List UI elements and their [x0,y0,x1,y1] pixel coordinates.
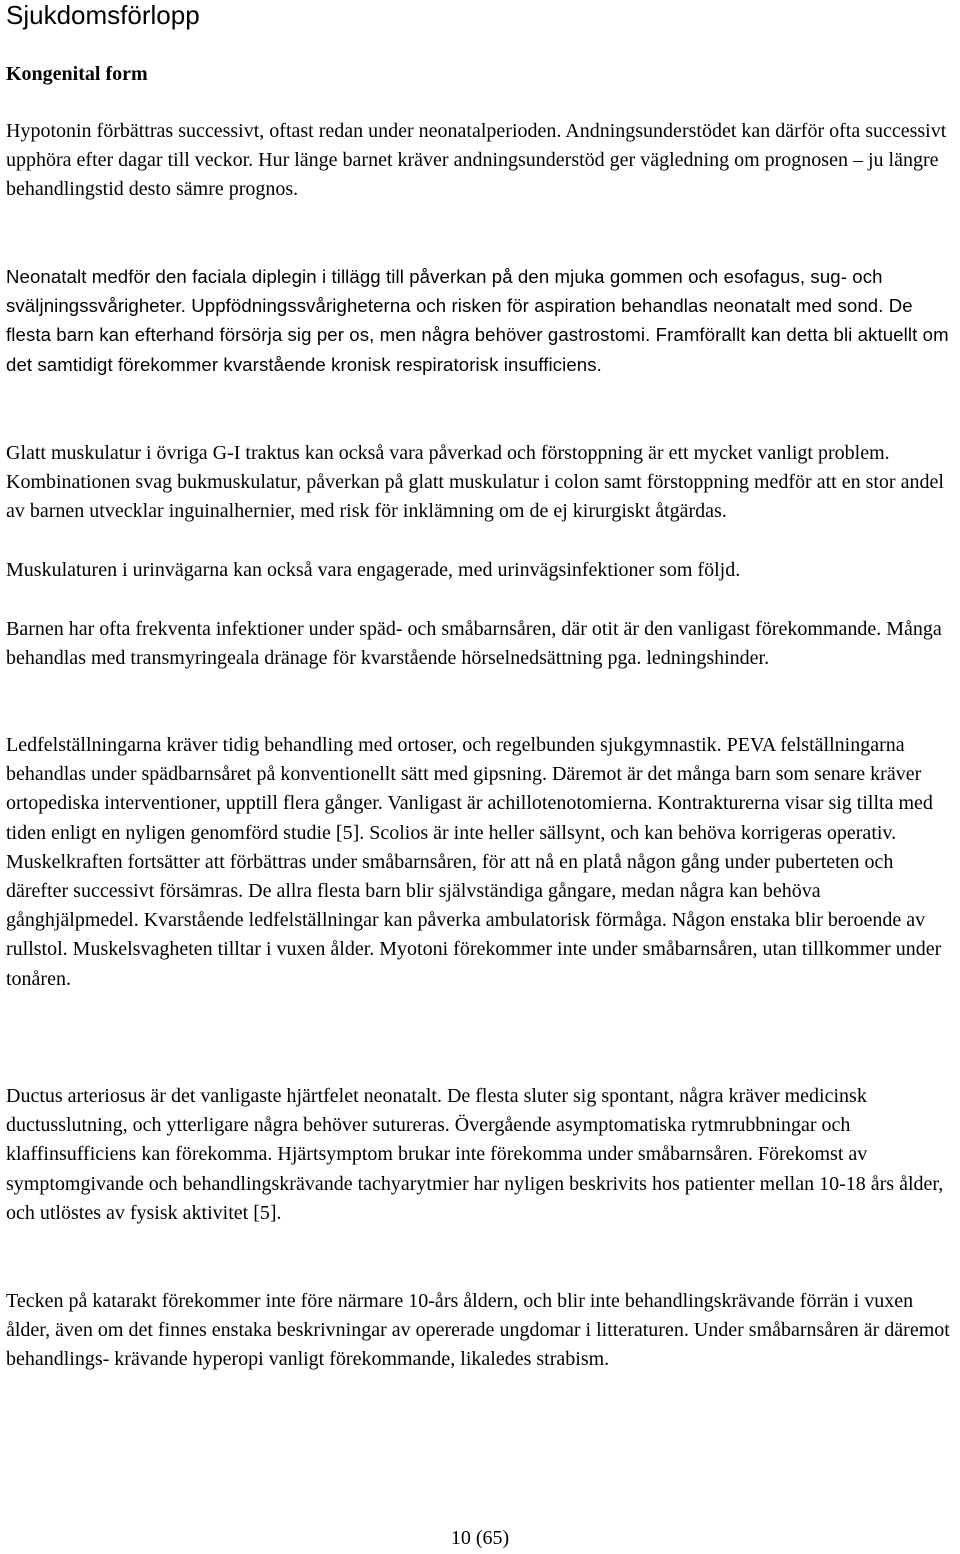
paragraph-cardiac: Ductus arteriosus är det vanligaste hjärtfelet neonatalt. De flesta sluter sig spontant, några kräver medicinsk ductusslutning, och ytterligare några behöver sutureras. Övergående asymptomatiska rytmrubbningar och klaffinsufficiens kan förekomma. Hjärtsymptom brukar inte förekomma under småbarnsåren. Förekomst av symptomgivande och behandlingskrävande tachyarytmier har nyligen beskrivits hos patienter mellan 10-18 års ålder, och utlöstes av fysisk aktivitet [5]. [6,1085,944,1224]
paragraph-infections: Barnen har ofta frekventa infektioner under späd- och småbarnsåren, där otit är den vanligast förekommande. Många behandlas med transmyringeala dränage för kvarstående hörselnedsättning pga. ledningshinder. [6,618,942,670]
paragraph-feeding: Neonatalt medför den faciala diplegin i tillägg till påverkan på den mjuka gommen och esofagus, sug- och sväljningssvårigheter. Uppfödningssvårigheterna och risken för aspiration behandlas neonatalt med sond. De flesta barn kan efterhand försörja sig per os, men några behöver gastrostomi. Framförallt kan detta bli aktuellt om det samtidigt förekommer kvarstående kronisk respiratorisk insufficiens. [6,266,949,375]
subsection-heading: Kongenital form [6,63,148,85]
paragraph-urinary: Muskulaturen i urinvägarna kan också vara engagerade, med urinvägsinfektioner som följd. [6,559,741,581]
paragraph-hypotonia: Hypotonin förbättras successivt, oftast redan under neonatalperioden. Andningsunderstödet kan därför ofta successivt upphöra efter dagar till veckor. Hur länge barnet kräver andningsunderstöd ger vägledning om prognosen – ju längre behandlingstid desto sämre prognos. [6,120,947,201]
page-number: 10 (65) [450,1527,510,1549]
section-heading: Sjukdomsförlopp [6,0,200,30]
paragraph-eyes: Tecken på katarakt förekommer inte före närmare 10-års åldern, och blir inte behandlingskrävande förrän i vuxen ålder, även om det finnes enstaka beskrivningar av opererade ungdomar i litteraturen. Under småbarnsåren är däremot behandlings- krävande hyperopi vanligt förekommande, likaledes strabism. [6,1290,950,1371]
paragraph-orthopedics: Ledfelställningarna kräver tidig behandling med ortoser, och regelbunden sjukgymnastik. PEVA felställningarna behandlas under spädbarnsåret på konventionellt sätt med gipsning. Däremot är det många barn som senare kräver ortopediska interventioner, upptill flera gånger. Vanligast är achillotenotomierna. Kontrakturerna visar sig tillta med tiden enligt en nyligen genomförd studie [5]. Scolios är inte heller sällsynt, och kan behöva korrigeras operativ. Muskelkraften fortsätter att förbättras under småbarnsåren, för att nå en platå någon gång under puberteten och därefter successivt försämras. De allra flesta barn blir självständiga gångare, medan några kan behöva gånghjälpmedel. Kvarstående ledfelställningar kan påverka ambulatorisk förmåga. Någon enstaka blir beroende av rullstol. Muskelsvagheten tilltar i vuxen ålder. Myotoni förekommer inte under småbarnsåren, utan tillkommer under tonåren. [6,734,942,990]
paragraph-gastrointestinal: Glatt muskulatur i övriga G-I traktus kan också vara påverkad och förstoppning är ett mycket vanligt problem. Kombinationen svag bukmuskulatur, påverkan på glatt muskulatur i colon samt förstoppning medför att en stor andel av barnen utvecklar inguinalhernier, med risk för inklämning om de ej kirurgiskt åtgärdas. [6,442,944,523]
